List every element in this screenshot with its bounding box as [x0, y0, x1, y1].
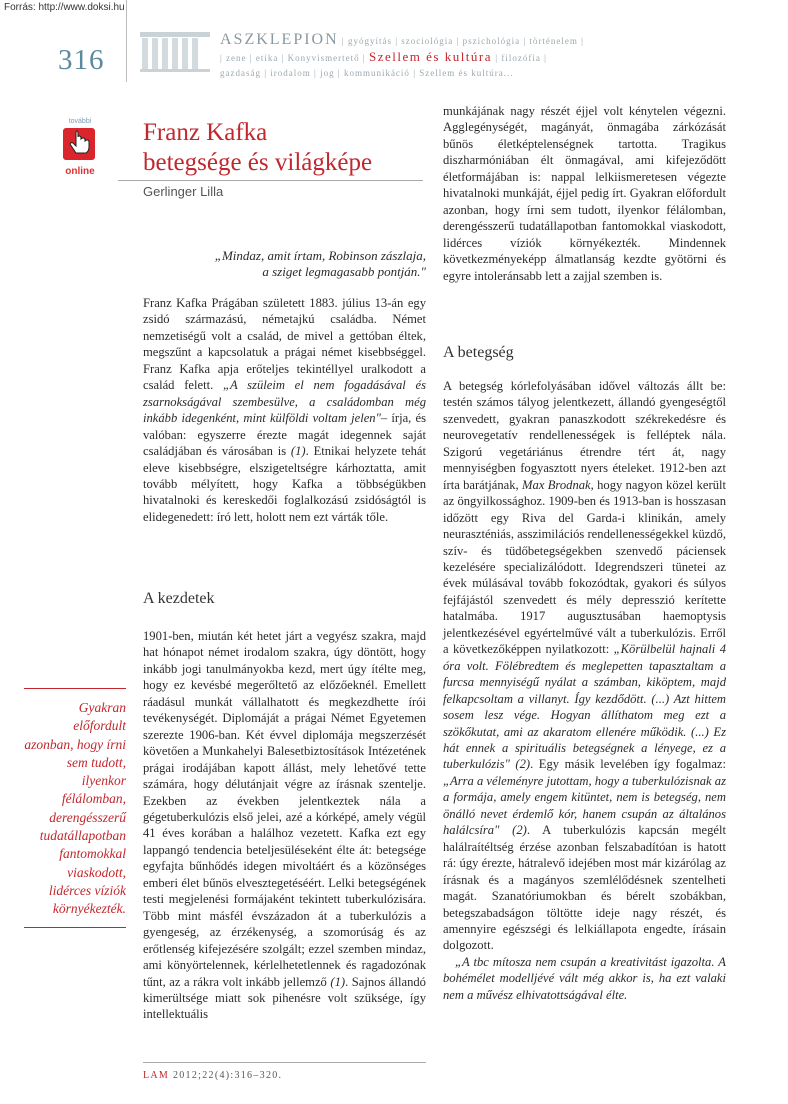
columns-icon: [140, 28, 212, 72]
text-run: – írja, és valóban: egyszerre érezte magát idegennek saját családjában és városában is: [143, 411, 426, 459]
reference-marker: (2): [515, 757, 531, 772]
title-line: betegsége és világképe: [143, 149, 373, 176]
section-tag: történelem: [529, 36, 578, 46]
section-tag: Szellem és kultúra...: [419, 68, 514, 78]
text-run: . A tuberkulózis kapcsán megélt halálraítéltség érzése azonban felszabadítóan is hatott rá: úgy érezte, hátralevő idejében most már kizárólag az írásnak és a magányos szemlélődésnek szentelheti magát. Szanatóriumokban és bérelt szobákban, betegszabadságon töltötte ideje nagy részét, és amennyire egészségi és lelkiállapota engedte, írásain dolgozott.: [443, 823, 726, 953]
text-run: munkájának nagy részét éjjel volt kénytelen végezni. Agglegénységét, magányát, önmagába zárkózását bűnös életképtelenségnek tartotta. Tragikus diszharmóniában élt önmagával, ami kifejeződött életformájában is: nappal lelkiismeretesen végezte hivatalnoki munkáját, éjjel pedig írt. Gyakran előfordult azonban, hogy írni sem tudott, ilyenkor félálomban, derengésszerű tudatállapotban fantomokkal viaskodott, lidérces víziók környékezték. Mindennek következményeképp álmatlanság kezdte gyötörni és egyre intoleránsabb lett a zajjal szemben is.: [443, 104, 726, 283]
section-tag: zene: [226, 53, 247, 63]
reference-marker: (1): [330, 974, 346, 989]
badge-bottom-label: online: [65, 166, 95, 177]
section-tag: gazdaság: [220, 68, 261, 78]
section-heading: A betegség: [443, 344, 514, 361]
reference-marker: (1): [290, 444, 306, 459]
article-title: [143, 118, 423, 178]
epigraph: [170, 248, 426, 280]
section-body: [143, 628, 426, 1023]
journal-abbrev: LAM: [143, 1070, 170, 1081]
section-tag: gyógyítás: [347, 36, 392, 46]
section-tag: jog: [320, 68, 335, 78]
text-run: . Sajnos állandó kimerültsége miatt sok pihenésre volt szüksége, így intellektuális: [143, 974, 426, 1022]
epigraph-line: „Mindaz, amit írtam, Robinson zászlaja,: [214, 248, 426, 263]
quote-run: „Arra a véleményre jutottam, hogy a tuberkulózisnak az a formája, amely engem kitüntet, nem is betegség, nem önálló nevet érdemlő kór, hanem csupán az általános halálcsíra": [443, 773, 726, 838]
quote-run: „A tbc mítosza nem csupán a kreativitást igazolta. A bohémélet modelljévé vált még akkor is, ha ezt valaki nem a művész elhivatottságával élte.: [443, 954, 726, 1002]
header-divider: [126, 0, 127, 82]
badge-top-label: további: [68, 118, 92, 125]
section-tag: irodalom: [270, 68, 311, 78]
text-run: . Egy másik levelében így fogalmaz:: [530, 757, 726, 772]
epigraph-line: a sziget legmagasabb pontján.": [262, 264, 426, 279]
journal-section-bar: ASZKLEPION | gyógyítás | szociológia | pszichológia | történelem | | zene | etika | Konyvismertető | Szellem és kultúra | filozófia | gazdaság | irodalom | jog | kommunikáció | Szellem és kultúra...: [220, 31, 584, 78]
section-heading: A kezdetek: [143, 590, 215, 607]
title-line: Franz Kafka: [143, 119, 268, 146]
journal-brand: ASZKLEPION: [220, 31, 339, 48]
section-body: [443, 378, 726, 1003]
pull-quote: Gyakran előfordult azonban, hogy írni sem tudott, ilyenkor félálomban, derengésszerű tudatállapotban fantomokkal viaskodott, lidérces víziók környékezték.: [24, 688, 126, 928]
author-name: Gerlinger Lilla: [143, 184, 224, 199]
reference-marker: (2): [512, 823, 527, 838]
section-tag: pszichológia: [462, 36, 521, 46]
footer-rule: [143, 1062, 426, 1063]
hand-pointer-icon: [62, 127, 96, 161]
page-number: 316: [58, 44, 105, 76]
text-run: , hogy nagyon közel került az öngyilkossághoz. 1909-ben és 1913-ban is hosszasan időzött egy Riva del Garda-i klinikán, amely neuraszténiás, asszimilációs rendellenességekkel küzdő, szív- és tüdőbetegségekben szenvedő páciensek kezelésére specializálódott. Idegrendszeri tünetei az évek múlásával tovább fokozódtak, gyakori és súlyos fejfájástól szenvedett és mély depresszió kerítette hatalmába. 1917 augusztusában haemoptysis jelentkezésével egyértelművé vált a tuberkulózis. Erről a következőképpen nyilatkozott:: [443, 477, 726, 657]
footer-citation: [143, 1070, 282, 1081]
text-run: 1901-ben, miután két hetet járt a vegyész szakra, majd hat hónapot német irodalom szakra, úgy döntött, hogy inkább jogi tanulmányokba kezd, mert úgy ítélte meg, hogy ez kevésbé megerőltető az előzőeknél. Emellett ráadásul munkát vállalhatott és megkezdhette írói tevékenységét. Diplomáját a prágai Német Egyetemen szerezte 1906-ban. Két évvel diplomája megszerzését követően a Munkahelyi Balesetbiztosítások Intézetének prágai irodájában kapott állást, mely lehetővé tette számára, hogy délutánjait végre az írásnak szentelje. Ezekben az években jelentkeztek nála a gégetuberkulózis első jelei, azé a kórképé, amely végül 41 éves korában a halálhoz vezetett. Kafka ezt egy lappangó tendencia beteljesüléseként élte át: betegsége egyfajta bűnhődés idegen mivoltáért és a közönséges emberi élet bűnös elvesztegetéséért. Lelki betegségének testi megjelenési formájaként tekintett tuberkulózisára. Több mint másfél évszázadon át a tuberkulózis a gyengeség, az érzékenység, a szomorúság és az erőtlenség kifejezésére szolgált; ezzel szemben mindaz, ami könyörtelennek, kérlelhetetlennek és ragadozónak tűnt, az a rákra volt inkább jellemző: [143, 629, 426, 989]
text-run: A betegség kórlefolyásában idővel változás állt be: testén számos tályog jelentkezett, állandó gyengeségtől szenvedett, gyakran panaszkodott székrekedésre és neurovegetatív rendellenességek is felléptek nála. Szigorú vegetáriánus étrendre tért át, nagy mennyiségben fogyasztott nyers ételeket. 1912-ben azt írta barátjának,: [443, 379, 726, 492]
online-badge[interactable]: [62, 118, 98, 190]
source-label: Forrás: http://www.doksi.hu: [4, 2, 125, 13]
section-tag: filozófia: [501, 53, 541, 63]
current-section: Szellem és kultúra: [368, 49, 493, 64]
section-tag: Konyvismertető: [287, 53, 360, 63]
column-continuation: [443, 103, 726, 284]
intro-paragraph: [143, 295, 426, 525]
name-run: Max Brodnak: [522, 477, 591, 492]
section-tag: etika: [255, 53, 279, 63]
text-run: Franz Kafka Prágában született 1883. július 13-án egy zsidó származású, németajkú családba. Német nemzetiségű volt a család, de mivel a gettóban éltek, megszűnt a kapcsolatuk a prágai német kisebbséggel. Franz Kafka apja erőteljes tekintéllyel uralkodott a család felett.: [143, 296, 426, 393]
title-rule: [118, 180, 423, 181]
quote-run: „Körülbelül hajnali 4 óra volt. Fölébredtem és meglepetten tapasztaltam a furcsa mennyiségű nyálat a számban, kiköptem, majd felkapcsoltam a villanyt. Így kezdődött. (...) Azt hittem sosem lesz vége. Hogyan állíthatom meg ezt a szökőkutat, ami az akaratom ellenére működik. (...) Ez hát ennek a spirituális betegségnek a lényege, ez a tuberkulózis": [443, 642, 727, 772]
section-tag: kommunikáció: [343, 68, 410, 78]
text-run: . Etnikai helyzete tehát eleve kisebbségre, elszigeteltségre kárhoztatta, amit tovább mélyített, hogy Kafka a többségükben hivatalnoki és kereskedői foglalkozású zsidóságtól is elidegenedett: író lett, holott nem ezt várták tőle.: [143, 444, 426, 524]
section-tag: szociológia: [401, 36, 454, 46]
quote-run: „A szüleim el nem fogadásával és zsarnokságával szembesülve, a családomban még inkább idegenként, mint külföldi voltam jelen": [143, 378, 426, 426]
citation: 2012;22(4):316–320.: [172, 1070, 283, 1081]
